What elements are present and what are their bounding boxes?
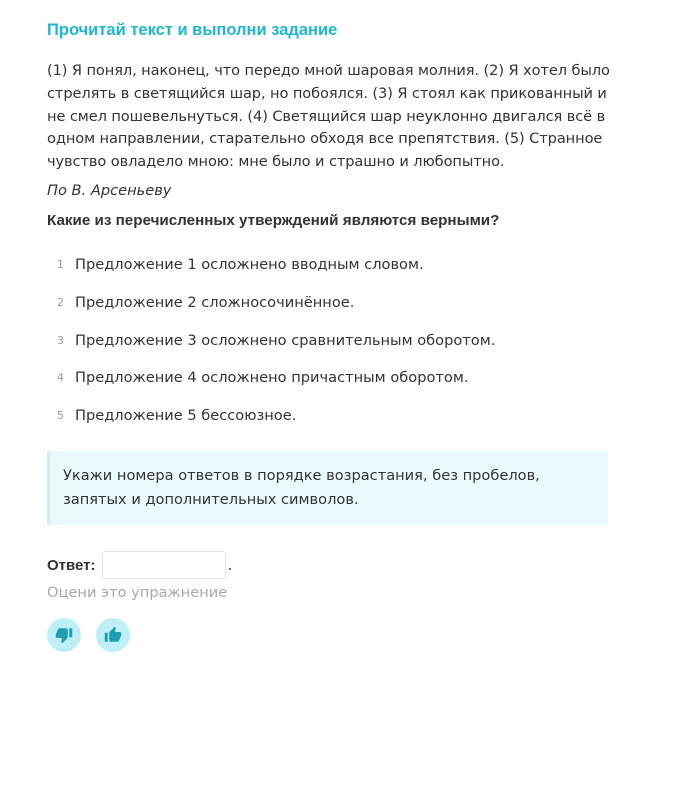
answer-row — [47, 550, 617, 580]
passage-text: (1) Я понял, наконец, что передо мной шаровая молния. (2) Я хотел было стрелять в светящийся шар, но побоялся. (3) Я стоял как прикованный и не смел пошевельнуться. (4) Светящийся шар неуклонно двигался всё в одном направлении, старательно обходя все препятствия. (5) Странное чувство овладело мною: мне было и страшно и любопытно. — [47, 62, 610, 171]
option-number: 5 — [57, 409, 64, 423]
rate-exercise-label: Оцени это упражнение — [47, 584, 228, 602]
option-5[interactable] — [47, 397, 617, 435]
option-3[interactable] — [47, 321, 617, 359]
like-button[interactable] — [96, 618, 130, 652]
option-text[interactable]: Предложение 4 осложнено причастным оборотом. — [75, 369, 469, 387]
option-1[interactable] — [47, 246, 617, 284]
option-number: 3 — [57, 333, 64, 347]
passage-author: По В. Арсеньеву — [47, 181, 172, 199]
exercise-container — [47, 18, 617, 652]
option-text[interactable]: Предложение 5 бессоюзное. — [75, 407, 297, 425]
answer-label: Ответ: — [47, 556, 96, 574]
task-title: Прочитай текст и выполни задание — [47, 21, 338, 39]
option-number: 1 — [57, 258, 64, 272]
thumbs-up-icon — [104, 626, 122, 644]
option-text[interactable]: Предложение 3 осложнено сравнительным оборотом. — [75, 331, 496, 349]
dislike-button[interactable] — [47, 618, 81, 652]
thumbs-down-icon — [55, 626, 73, 644]
option-4[interactable] — [47, 359, 617, 397]
answer-dot: . — [227, 556, 233, 575]
option-text[interactable]: Предложение 2 сложносочинённое. — [75, 294, 355, 312]
option-number: 2 — [57, 296, 64, 310]
rate-buttons — [47, 618, 617, 652]
question-text: Какие из перечисленных утверждений являются верными? — [47, 211, 500, 229]
answer-input[interactable] — [102, 551, 226, 579]
option-text[interactable]: Предложение 1 осложнено вводным словом. — [75, 256, 424, 274]
option-number: 4 — [57, 371, 64, 385]
option-2[interactable] — [47, 284, 617, 322]
instruction-hint: Укажи номера ответов в порядке возрастания, без пробелов, запятых и дополнительных символов. — [47, 451, 608, 525]
options-list — [47, 246, 617, 434]
